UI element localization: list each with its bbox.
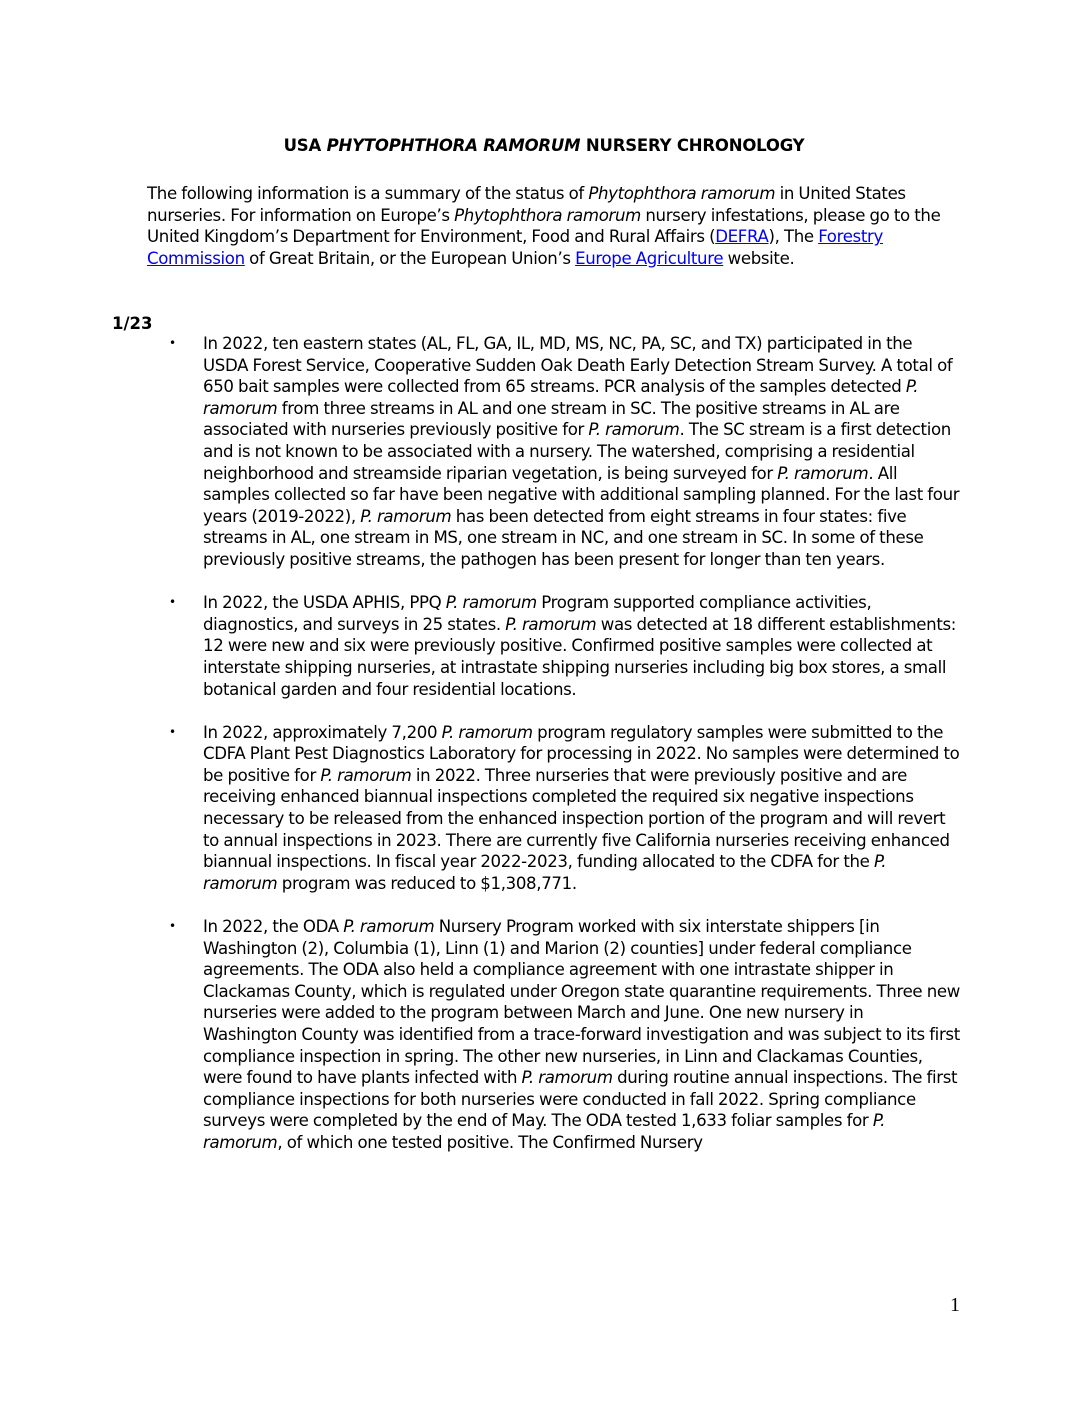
intro-text: ), The <box>768 227 819 247</box>
item-text: in 2022. Three nurseries that were previously positive and are receiving enhanced biannual inspections completed the required six negative inspections necessary to be released from the enhanced inspection portion of the program and will revert to annual inspections in 2023. There are currently five California nurseries receiving enhanced biannual inspections. In fiscal year 2022-2023, funding allocated to the CDFA for the <box>203 765 950 872</box>
item-text: . The SC stream is a first detection and is not known to be associated with a nursery. The watershed, comprising a residential neighborhood and streamside riparian vegetation, is being surveyed for <box>203 420 951 483</box>
species-name: P. ramorum <box>445 593 537 613</box>
forestry-commission-link[interactable]: Forestry Commission <box>147 227 883 268</box>
title-species: PHYTOPHTHORA RAMORUM <box>326 136 581 155</box>
species-name: P. ramorum <box>505 614 597 634</box>
page-number: 1 <box>950 1294 960 1316</box>
list-item <box>165 722 960 895</box>
species-name: P. ramorum <box>203 1111 886 1152</box>
list-item <box>165 592 960 700</box>
europe-agriculture-link[interactable]: Europe Agriculture <box>575 248 724 268</box>
intro-text: nursery infestations, please go to the United Kingdom’s Department for Environment, Food and Rural Affairs ( <box>147 205 941 247</box>
bullet-icon: • <box>169 336 176 350</box>
item-text: program regulatory samples were submitted to the CDFA Plant Pest Diagnostics Laboratory for processing in 2022. No samples were determined to be positive for <box>203 722 960 785</box>
species-name: P. ramorum <box>588 420 680 440</box>
intro-text: The following information is a summary of the status of <box>147 184 589 203</box>
item-text: In 2022, approximately 7,200 <box>203 722 442 742</box>
title-text: USA <box>283 136 327 155</box>
defra-link[interactable]: DEFRA <box>715 227 769 247</box>
species-name: Phytophthora ramorum <box>588 184 776 203</box>
title-text-end: NURSERY CHRONOLOGY <box>580 136 805 155</box>
item-text: from three streams in AL and one stream in SC. The positive streams in AL are associated with nurseries previously positive for <box>203 398 900 440</box>
section-date: 1/23 <box>112 314 153 333</box>
item-text: was detected at 18 different establishments: 12 were new and six were previously positive. Confirmed positive samples were collected at interstate shipping nurseries, at intrastate shipping nurseries including big box stores, a small botanical garden and four residential locations. <box>203 614 957 699</box>
item-text: , of which one tested positive. The Confirmed Nursery <box>277 1132 703 1152</box>
species-name: P. ramorum <box>320 765 412 785</box>
species-name: Phytophthora ramorum <box>454 205 641 225</box>
bullet-icon: • <box>169 724 176 739</box>
item-text: . All samples collected so far have been negative with additional sampling planned. For the last four years (2019-2022), <box>203 463 960 526</box>
list-item <box>165 916 960 1154</box>
item-text: In 2022, the USDA APHIS, PPQ <box>203 593 446 613</box>
item-text: during routine annual inspections. The first compliance inspections for both nurseries were conducted in fall 2022. Spring compliance surveys were completed by the end of May. The ODA tested 1,633 foliar samples for <box>203 1068 958 1131</box>
species-name: P. ramorum <box>203 852 887 893</box>
species-name: P. ramorum <box>521 1068 613 1088</box>
intro-text: website. <box>723 248 795 268</box>
item-text: program was reduced to $1,308,771. <box>277 873 577 893</box>
species-name: P. ramorum <box>441 722 533 742</box>
item-text: has been detected from eight streams in four states: five streams in AL, one stream in MS, one stream in NC, and one stream in SC. In some of these previously positive streams, the pathogen has been present for longer than ten years. <box>203 506 924 569</box>
item-text: In 2022, the ODA <box>203 917 344 937</box>
intro-paragraph <box>147 183 947 269</box>
intro-text: in United States nurseries. For information on Europe’s <box>147 184 906 225</box>
page-title <box>0 136 1088 155</box>
species-name: P. ramorum <box>203 377 919 418</box>
species-name: P. ramorum <box>777 463 869 483</box>
species-name: P. ramorum <box>343 917 435 937</box>
bullet-list <box>165 333 960 1175</box>
bullet-icon: • <box>169 919 176 934</box>
item-text: Program supported compliance activities, diagnostics, and surveys in 25 states. <box>203 593 872 634</box>
list-item <box>165 333 960 571</box>
item-text: Nursery Program worked with six interstate shippers [in Washington (2), Columbia (1), Linn (1) and Marion (2) counties] under federal compliance agreements. The ODA also held a compliance agreement with one intrastate shipper in Clackamas County, which is regulated under Oregon state quarantine requirements. Three new nurseries were added to the program between March and June. One new nursery in Washington County was identified from a trace-forward investigation and was subject to its first compliance inspection in spring. The other new nurseries, in Linn and Clackamas Counties, were found to have plants infected with <box>203 917 960 1088</box>
intro-text: of Great Britain, or the European Union’s <box>244 248 576 268</box>
bullet-icon: • <box>169 595 176 610</box>
item-text: In 2022, ten eastern states (AL, FL, GA, IL, MD, MS, NC, PA, SC, and TX) participated in the USDA Forest Service, Cooperative Sudden Oak Death Early Detection Stream Survey. A total of 650 bait samples were collected from 65 streams. PCR analysis of the samples detected <box>203 334 953 397</box>
species-name: P. ramorum <box>360 506 452 526</box>
